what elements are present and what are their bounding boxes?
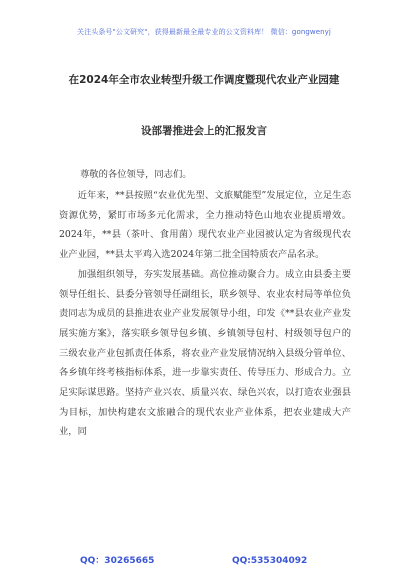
document-title-line-2: 设部署推进会上的汇报发言 [141,125,267,137]
document-title-line-1: 在2024年全市农业转型升级工作调度暨现代农业产业园建 [68,74,340,86]
qq-contact-right[interactable]: QQ:535304092 [232,556,308,566]
promo-banner[interactable]: 关注头条号"公文研究"，获得最新最全最专业的公文资料库！ 微信：gongwenyj [77,28,331,36]
paragraph-2: 加强组织领导，夯实发展基础。高位推动聚合力。成立由县委主要领导任组长、县委分管领导任副组长，联乡领导、农业农村局等单位负责同志为成员的县推进农业产业发展领导小组，印发《**县农业产业发展实施方案》，落实联乡领导包乡镇、乡镇领导包村、村级领导包户的三级农业产业包抓责任体系，将农业产业发展情况纳入县级分管单位、各乡镇年终考核指标体系，进一步靠实责任、传导压力、形成合力。立足实际谋思路。坚持产业兴农、质量兴农、绿色兴农，以打造农业强县为目标，加快构建农文旅融合的现代农业产业体系，把农业建成大产业，同 [59,268,351,438]
qq-contact-left[interactable]: QQ：30265665 [80,556,155,566]
salutation: 尊敬的各位领导，同志们。 [80,169,192,180]
document-body [59,186,351,442]
paragraph-1: 近年来，**县按照“农业优先型、文旅赋能型”发展定位，立足生态资源优势，紧盯市场多元化需求，全力推动特色山地农业提质增效。2024年，**县（茶叶、食用菌）现代农业产业园被认定为省级现代农业产业园，**县太平鸡入选2024年第二批全国特质农产品名录。 [59,190,351,261]
